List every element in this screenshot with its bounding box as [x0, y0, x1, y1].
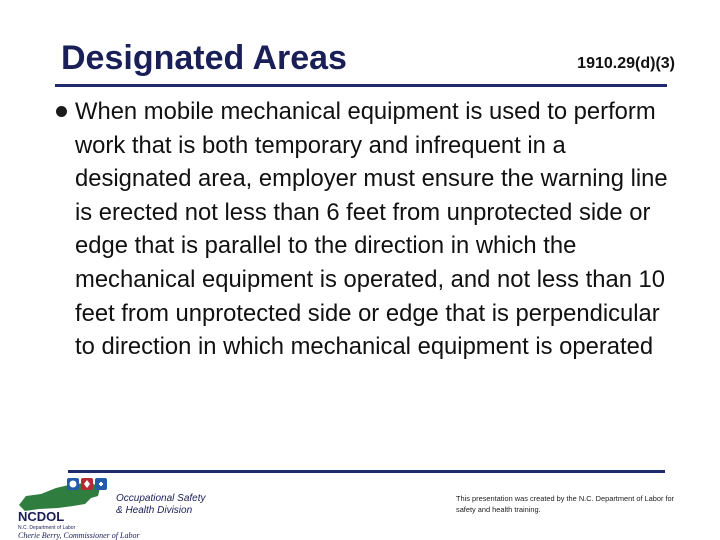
- ncdol-logo: [16, 474, 236, 540]
- division-line-1: Occupational Safety: [116, 493, 206, 504]
- title-divider: [55, 84, 667, 87]
- bullet-text: When mobile mechanical equipment is used to perform work that is both temporary and infrequent in a designated area, employer must ensure the warning line is erected not less than 6 feet from unprotected side or edge that is parallel to the direction in which the mechanical equipment is operated, and not less than 10 feet from unprotected side or edge that is perpendicular to direction in which mechanical equipment is operated: [75, 98, 668, 361]
- slide-title: Designated Areas: [61, 39, 347, 77]
- footer-divider: [68, 470, 665, 473]
- department-label: N.C. Department of Labor: [18, 525, 76, 531]
- presentation-credit: This presentation was created by the N.C. Department of Labor for safety and health training.: [456, 494, 675, 514]
- bullet-icon: [56, 106, 67, 117]
- standard-citation: 1910.29(d)(3): [577, 55, 675, 72]
- ncdol-acronym: NCDOL: [18, 509, 65, 524]
- division-line-2: & Health Division: [116, 505, 193, 516]
- commissioner-label: Cherie Berry, Commissioner of Labor: [18, 531, 140, 540]
